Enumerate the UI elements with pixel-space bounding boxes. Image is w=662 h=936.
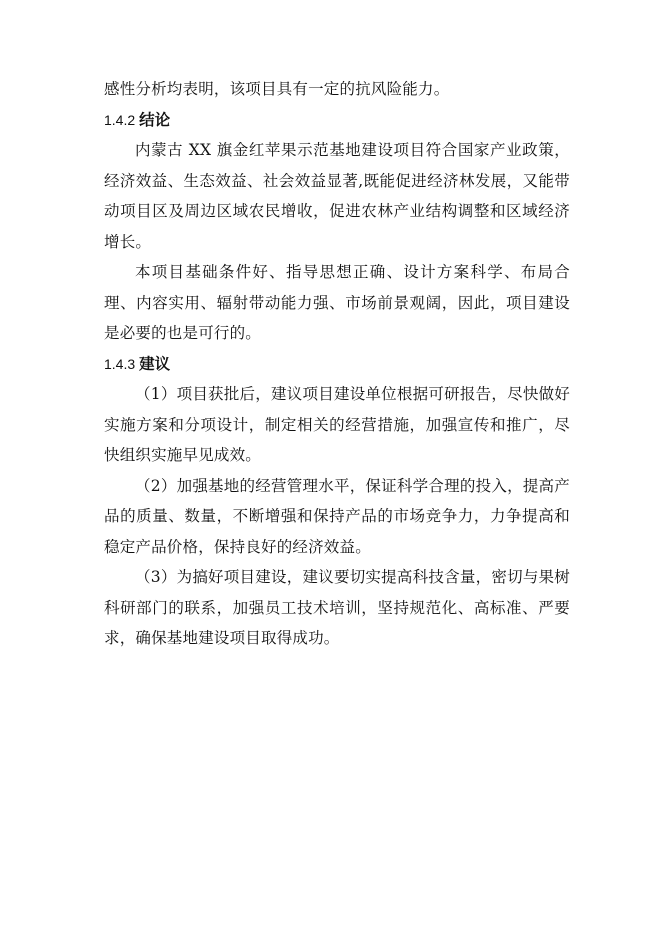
section-number: 1.4.2: [104, 111, 136, 128]
section-heading-1-4-3: [104, 349, 570, 380]
section-heading-1-4-2: [104, 105, 570, 136]
conclusion-paragraph-2: 本项目基础条件好、指导思想正确、设计方案科学、布局合理、内容实用、辐射带动能力强、市场前景观阔，因此，项目建设是必要的也是可行的。: [104, 263, 570, 342]
recommendation-2: （2）加强基地的经营管理水平，保证科学合理的投入，提高产品的质量、数量，不断增强和保持产品的市场竞争力，力争提高和稳定产品价格，保持良好的经济效益。: [104, 476, 570, 556]
section-title: 建议: [139, 354, 171, 373]
section-number: 1.4.3: [104, 355, 136, 372]
recommendation-1: （1）项目获批后，建议项目建设单位根据可研报告，尽快做好实施方案和分项设计，制定相关的经营措施，加强宣传和推广，尽快组织实施早见成效。: [104, 385, 570, 464]
section-title: 结论: [139, 110, 171, 129]
document-body: [104, 74, 570, 654]
recommendation-3: （3）为搞好项目建设，建议要切实提高科技含量，密切与果树科研部门的联系，加强员工技术培训，坚持规范化、高标准、严要求，确保基地建设项目取得成功。: [104, 568, 570, 647]
paragraph-continuation: 感性分析均表明，该项目具有一定的抗风险能力。: [104, 80, 450, 98]
conclusion-paragraph-1: 内蒙古 XX 旗金红苹果示范基地建设项目符合国家产业政策，经济效益、生态效益、社会效益显著,既能促进经济林发展，又能带动项目区及周边区域农民增收，促进农林产业结构调整和区域经济增长。: [104, 141, 570, 251]
